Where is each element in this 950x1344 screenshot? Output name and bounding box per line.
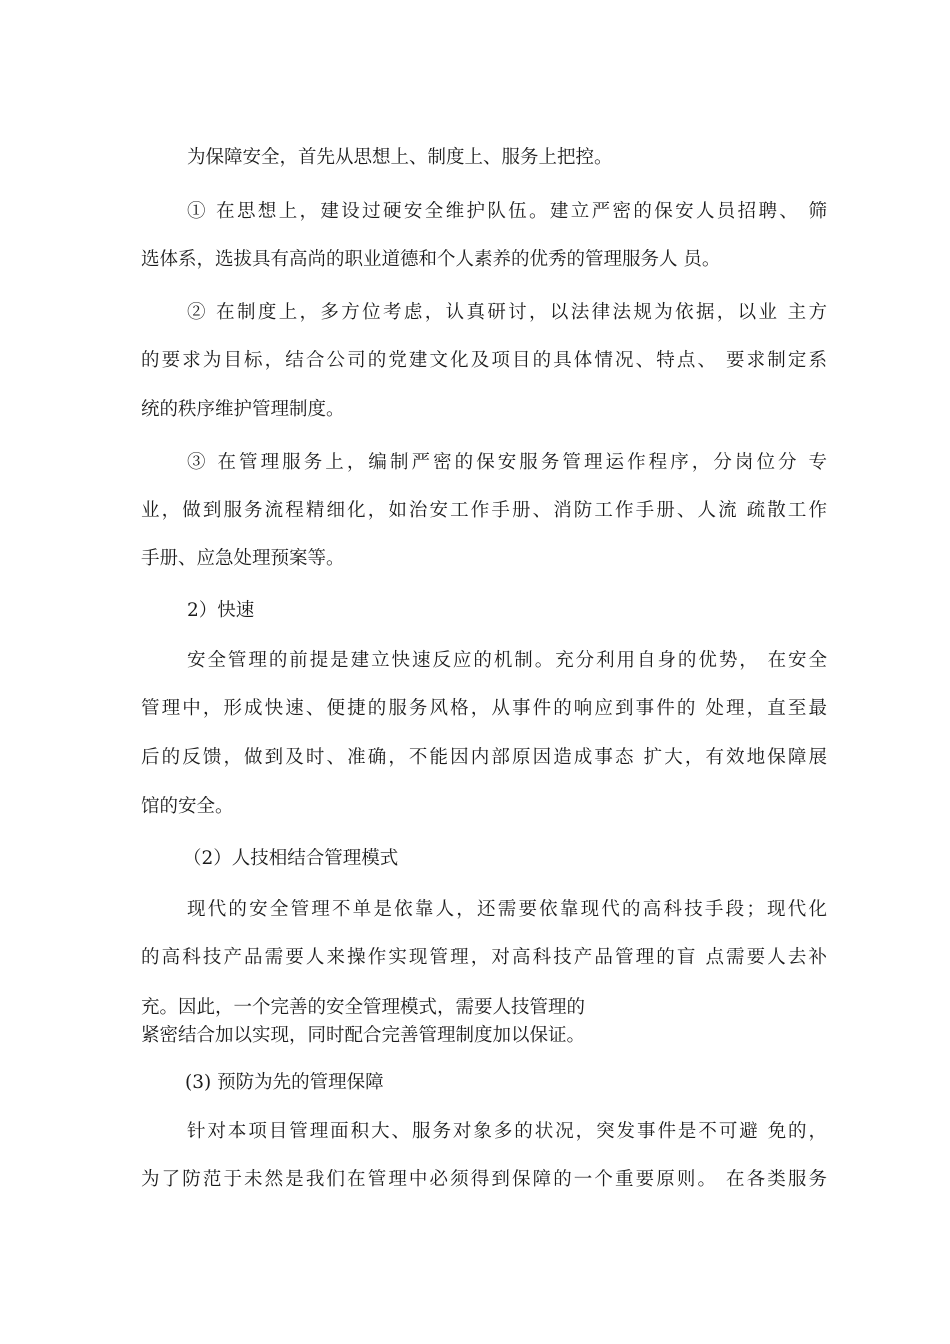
paragraph-speed-line-4: 馆的安全。 <box>141 796 234 817</box>
heading-prevention: (3) 预防为先的管理保障 <box>185 1072 384 1093</box>
paragraph-prevention-line-2: 为了防范于未然是我们在管理中必须得到保障的一个重要原则。 在各类服务 <box>141 1169 827 1190</box>
paragraph-mode-line-3: 充。因此，一个完善的安全管理模式，需要人技管理的 <box>141 997 586 1018</box>
paragraph-thought-line-1: ① 在思想上，建设过硬安全维护队伍。建立严密的保安人员招聘、 筛 <box>187 201 827 222</box>
heading-speed: 2）快速 <box>187 600 255 621</box>
paragraph-system-line-2: 的要求为目标，结合公司的党建文化及项目的具体情况、特点、 要求制定系 <box>141 350 827 371</box>
paragraph-service-line-1: ③ 在管理服务上，编制严密的保安服务管理运作程序，分岗位分 专 <box>187 452 827 473</box>
paragraph-intro: 为保障安全，首先从思想上、制度上、服务上把控。 <box>187 147 613 168</box>
paragraph-mode-line-2: 的高科技产品需要人来操作实现管理，对高科技产品管理的盲 点需要人去补 <box>141 947 827 968</box>
paragraph-thought-line-2: 选体系，选拔具有高尚的职业道德和个人素养的优秀的管理服务人 员。 <box>141 249 721 270</box>
paragraph-mode-line-4: 紧密结合加以实现，同时配合完善管理制度加以保证。 <box>141 1025 586 1046</box>
paragraph-prevention-line-1: 针对本项目管理面积大、服务对象多的状况，突发事件是不可避 免的， <box>187 1121 827 1142</box>
paragraph-system-line-3: 统的秩序维护管理制度。 <box>141 399 345 420</box>
paragraph-speed-line-1: 安全管理的前提是建立快速反应的机制。充分利用自身的优势， 在安全 <box>187 650 827 671</box>
heading-mode: （2）人技相结合管理模式 <box>183 848 399 869</box>
paragraph-mode-line-1: 现代的安全管理不单是依靠人，还需要依靠现代的高科技手段；现代化 <box>187 899 827 920</box>
paragraph-speed-line-2: 管理中，形成快速、便捷的服务风格，从事件的响应到事件的 处理，直至最 <box>141 698 827 719</box>
paragraph-service-line-3: 手册、应急处理预案等。 <box>141 548 345 569</box>
paragraph-system-line-1: ② 在制度上，多方位考虑，认真研讨，以法律法规为依据，以业 主方 <box>187 302 827 323</box>
paragraph-speed-line-3: 后的反馈，做到及时、准确，不能因内部原因造成事态 扩大，有效地保障展 <box>141 747 827 768</box>
paragraph-service-line-2: 业，做到服务流程精细化，如治安工作手册、消防工作手册、人流 疏散工作 <box>141 500 827 521</box>
